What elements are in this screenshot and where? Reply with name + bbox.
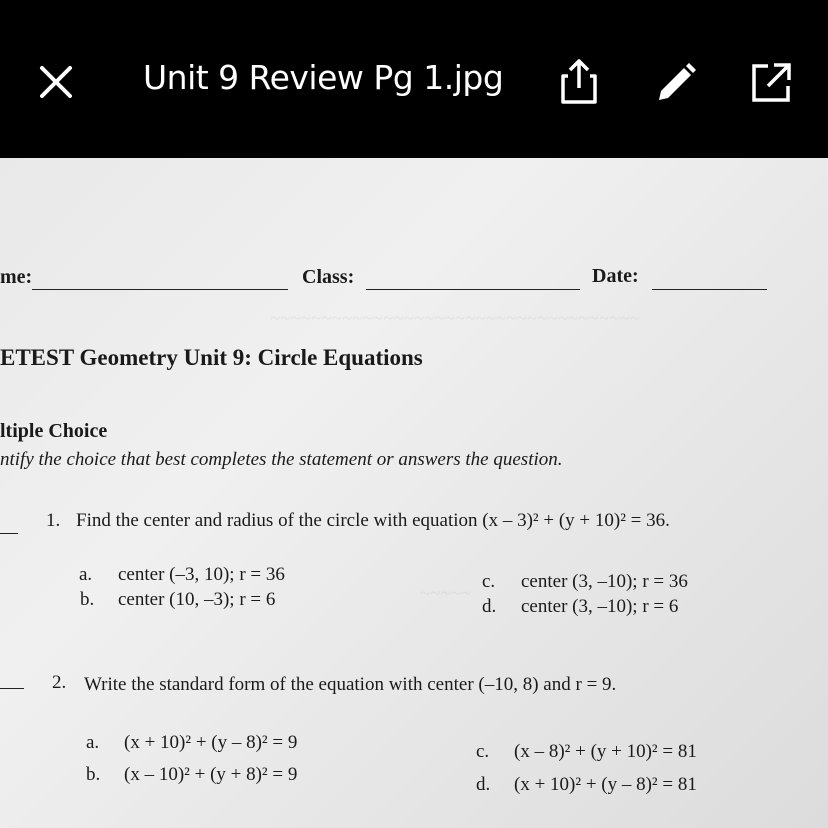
answer-blank-2 (0, 688, 24, 689)
q1-choice-b-letter: b. (80, 589, 95, 610)
q1-choice-d-letter: d. (482, 596, 497, 617)
worksheet-title: ETEST Geometry Unit 9: Circle Equations (0, 345, 423, 370)
q1-choice-c: center (3, –10); r = 36 (521, 571, 688, 592)
bleed-through-text: ~~~~~~~~~~~~~~~~~~~~~~~~~~~~~~~~~~~~ (270, 308, 641, 329)
question-2-text: Write the standard form of the equation with center (–10, 8) and r = 9. (84, 674, 617, 695)
name-label: me: (0, 266, 33, 288)
open-external-icon[interactable] (748, 60, 794, 106)
name-field-line (32, 289, 288, 290)
share-icon[interactable] (556, 56, 602, 106)
date-field-line (652, 289, 767, 290)
section-heading: ltiple Choice (0, 420, 108, 442)
q2-choice-c-letter: c. (476, 741, 490, 762)
q1-choice-d: center (3, –10); r = 6 (521, 596, 679, 617)
question-1-number: 1. (46, 510, 61, 531)
q1-choice-b: center (10, –3); r = 6 (118, 589, 276, 610)
q2-choice-d-letter: d. (476, 774, 491, 795)
instructions: ntify the choice that best completes the statement or answers the question. (0, 449, 563, 470)
q2-choice-b: (x – 10)² + (y + 8)² = 9 (124, 764, 298, 785)
answer-blank-1 (0, 533, 18, 534)
question-1-text: Find the center and radius of the circle with equation (x – 3)² + (y + 10)² = 36. (76, 510, 670, 531)
class-field-line (366, 289, 580, 290)
question-2-number: 2. (52, 672, 67, 693)
q2-choice-d: (x + 10)² + (y – 8)² = 81 (514, 774, 697, 795)
close-icon[interactable] (36, 62, 76, 102)
class-label: Class: (302, 266, 355, 288)
file-title: Unit 9 Review Pg 1.jpg (143, 58, 504, 97)
edit-icon[interactable] (653, 60, 699, 106)
q2-choice-c: (x – 8)² + (y + 10)² = 81 (514, 741, 697, 762)
date-label: Date: (592, 265, 639, 287)
q1-choice-c-letter: c. (482, 571, 496, 592)
bleed-through-text: ~~~~~ (420, 583, 472, 604)
q2-choice-a: (x + 10)² + (y – 8)² = 9 (124, 732, 298, 753)
q1-choice-a-letter: a. (79, 564, 93, 585)
viewer-toolbar (0, 0, 828, 158)
worksheet-photo (0, 158, 828, 828)
q2-choice-a-letter: a. (86, 732, 100, 753)
q1-choice-a: center (–3, 10); r = 36 (118, 564, 285, 585)
q2-choice-b-letter: b. (86, 764, 101, 785)
